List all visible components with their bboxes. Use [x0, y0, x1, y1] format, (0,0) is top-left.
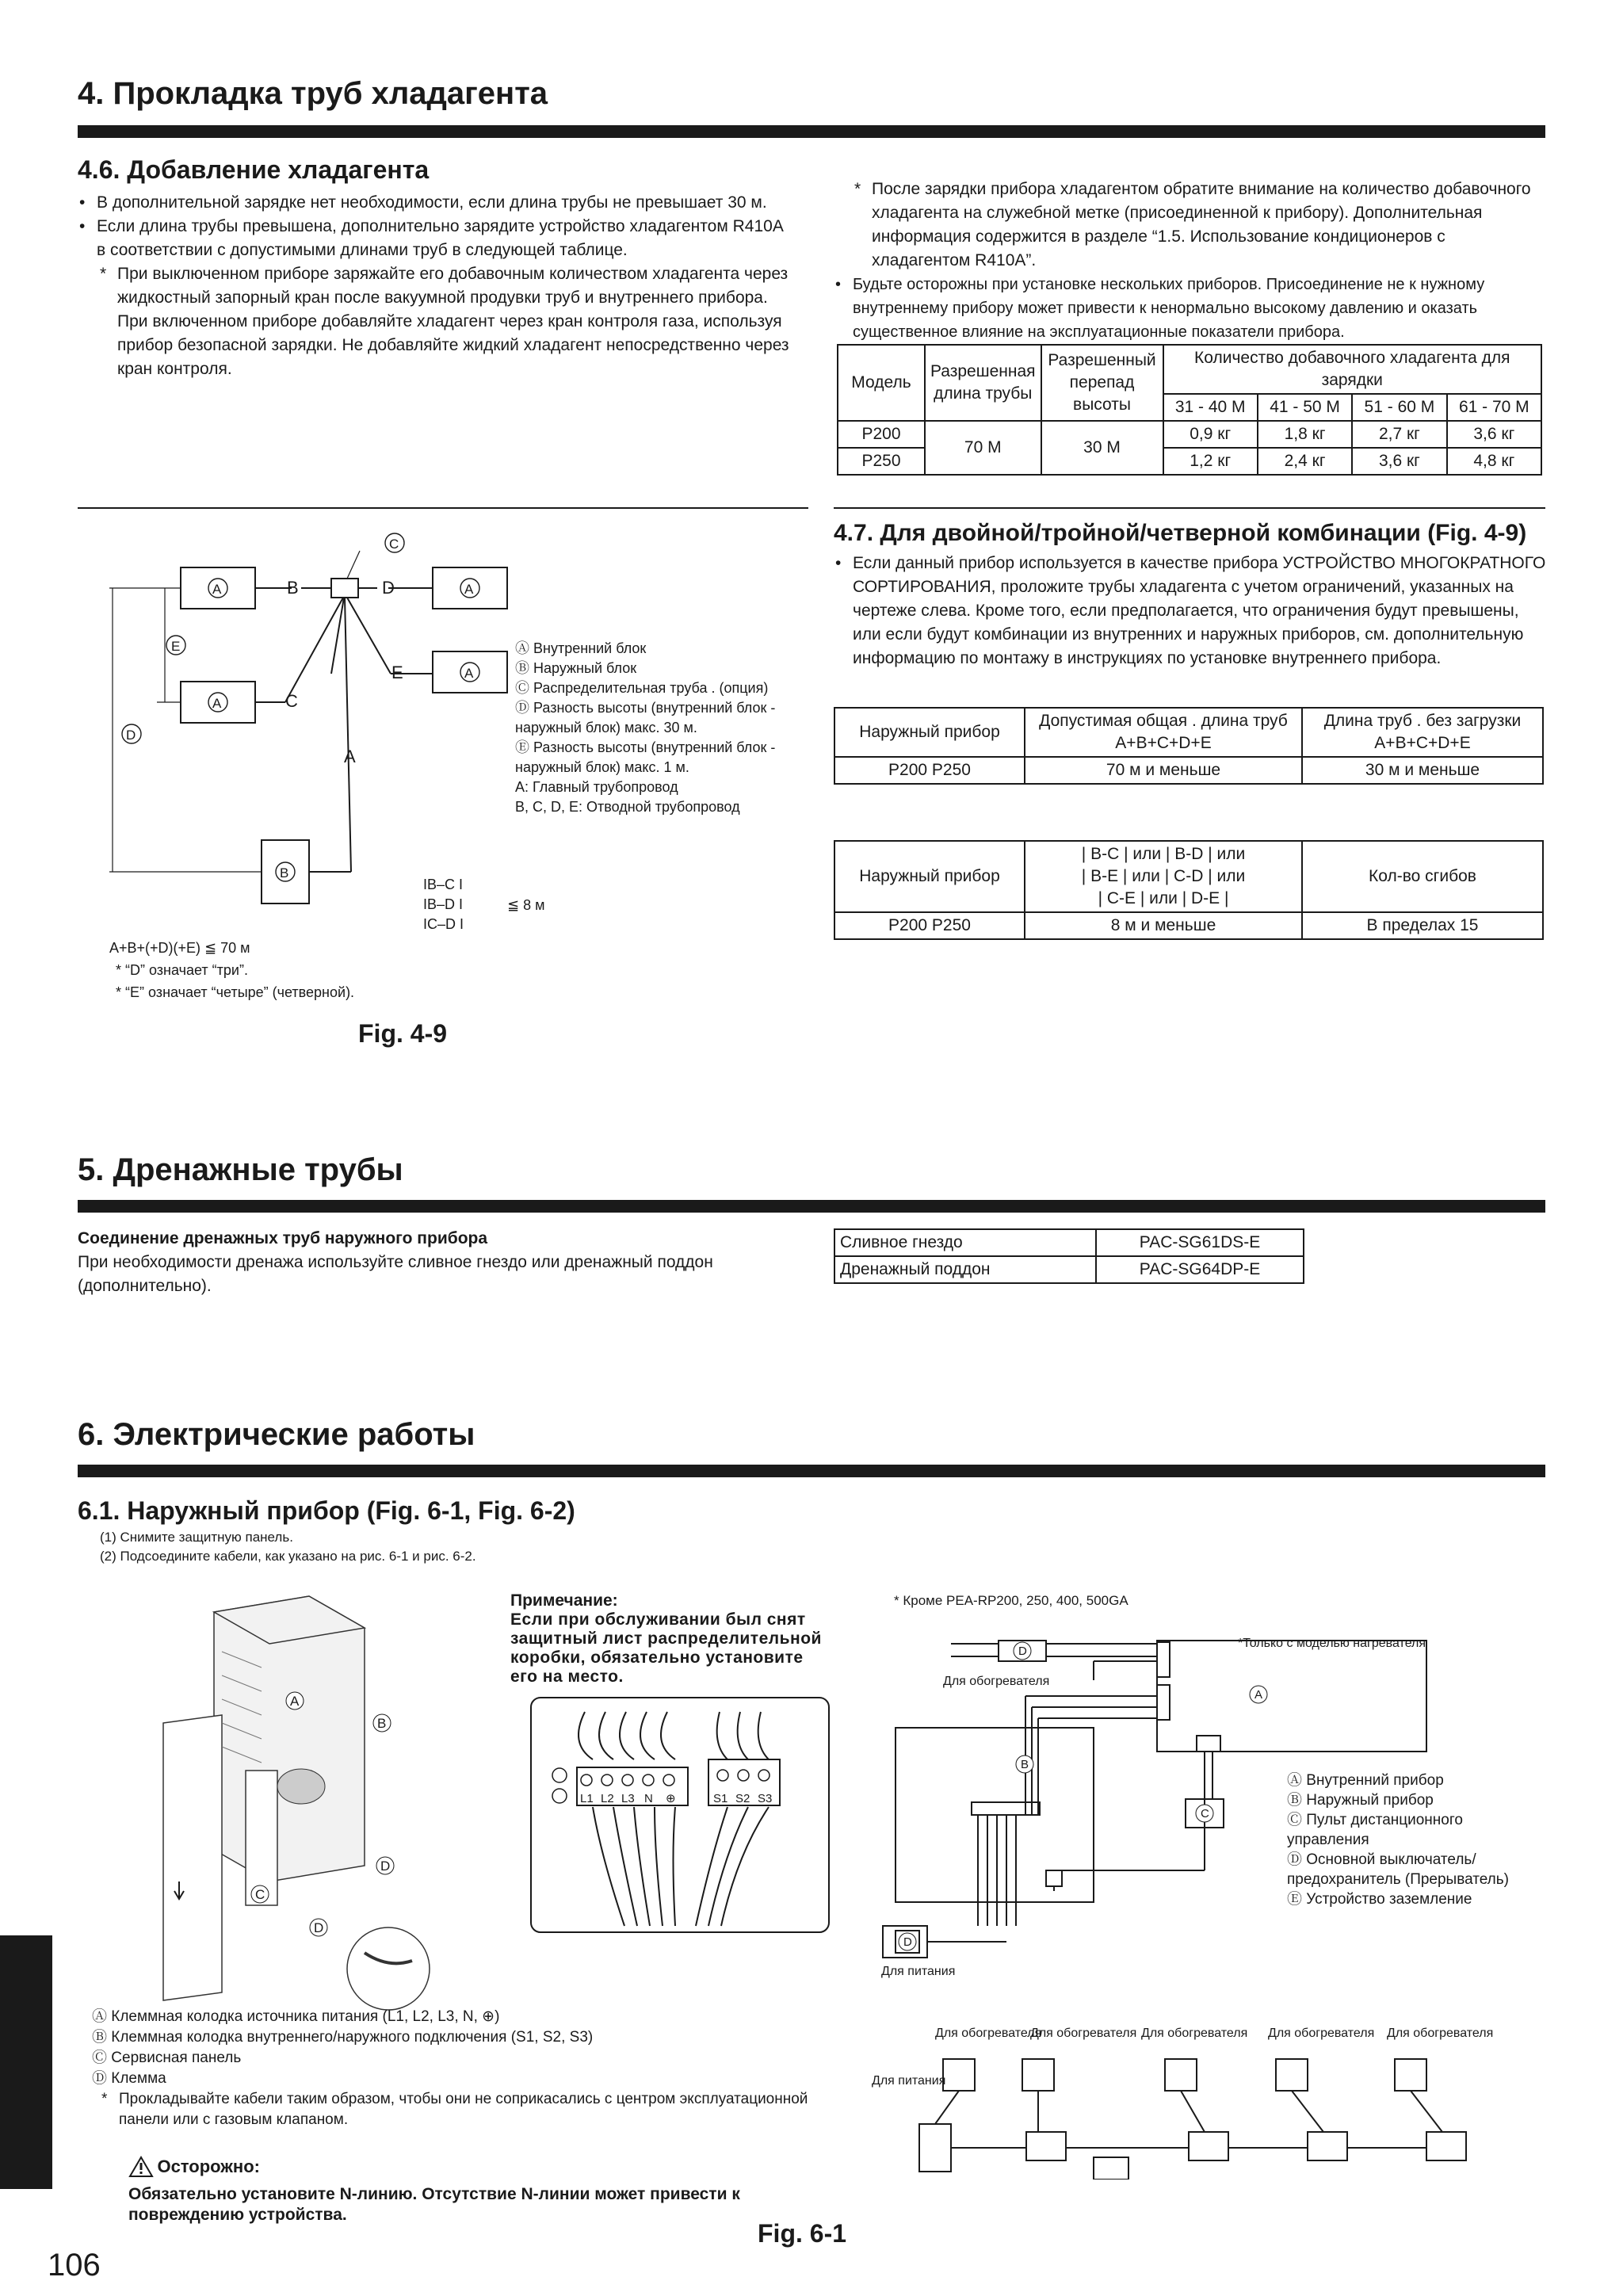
section-4-title: 4. Прокладка труб хладагента: [78, 76, 548, 111]
cell-amount: 2,7 кг: [1352, 421, 1446, 448]
svg-text:A: A: [212, 582, 222, 597]
section-rule: [78, 125, 1545, 138]
side-tab: [0, 1935, 52, 2189]
pipe-label-b: B: [287, 578, 299, 598]
note-charging-on: При включенном приборе добавляйте хладагент через кран контроля газа, используя прибор безопасной зарядки. Не добавляйте жидкий хладагент непосредственно через кран контроля.: [117, 312, 789, 378]
height-diffs: [423, 875, 464, 934]
svg-text:B: B: [1021, 1758, 1029, 1771]
terminal-legend: [92, 2007, 837, 2130]
legend-item: Ⓔ Устройство заземление: [1287, 1891, 1472, 1908]
th-branch-diff-c: | C-E | или | D-E |: [1098, 889, 1229, 907]
legend-item: Ⓓ Разность высоты (внутренний блок - наружный блок) макс. 30 м.: [515, 700, 776, 735]
svg-text:A: A: [290, 1694, 300, 1709]
footnote-e: * “E” означает “четыре” (четверной).: [116, 984, 355, 1000]
svg-text:A: A: [1254, 1688, 1263, 1702]
th-range: 41 - 50 М: [1258, 394, 1352, 421]
for-heater-label: Для обогревателя: [1030, 2027, 1137, 2040]
terminal-l1: L1: [580, 1792, 594, 1805]
distribution-pipe: [331, 579, 358, 598]
for-heater-label: Для обогревателя: [935, 2027, 1042, 2040]
pipe-label-e: E: [391, 663, 403, 682]
svg-text:D: D: [126, 728, 136, 743]
legend-item: Ⓐ Внутренний прибор: [1287, 1772, 1444, 1789]
cell-models: P200 P250: [834, 912, 1025, 939]
th-height: Разрешенный перепад высоты: [1041, 345, 1163, 421]
terminal-s3: S3: [758, 1792, 773, 1805]
svg-text:B: B: [377, 1716, 387, 1731]
note-charging-off: [97, 262, 791, 310]
cell-amount: 0,9 кг: [1163, 421, 1258, 448]
outdoor-unit-illustration: [127, 1580, 499, 2024]
page-number: 106: [48, 2248, 101, 2283]
section-4-6: [78, 155, 791, 381]
th-range: 51 - 60 М: [1352, 394, 1446, 421]
th-branch-diff-b: | B-E | или | C-D | или: [1081, 867, 1246, 885]
cell-length: 70 М: [925, 421, 1041, 475]
terminal-block-illustration: [529, 1696, 831, 1934]
th-branch-diff: [1025, 841, 1302, 912]
th-no-charge: [1302, 708, 1543, 757]
section-6-title: 6. Электрические работы: [78, 1417, 475, 1452]
for-heater-label: Для обогревателя: [1141, 2027, 1248, 2040]
note-charging-off-text: При выключенном приборе заряжайте его добавочным количеством хладагента через жидкостный запорный кран после вакуумной продувки труб и внутреннего прибора.: [117, 265, 789, 307]
cell-bends: В пределах 15: [1302, 912, 1543, 939]
section-5-body: [78, 1227, 791, 1298]
legend-item: Ⓓ Основной выключатель/ предохранитель (Прерыватель): [1287, 1851, 1509, 1888]
fig-6-1-caption: Fig. 6-1: [758, 2219, 847, 2248]
caution-text: Обязательно установите N-линию. Отсутствие N-линии может привести к повреждению устройства.: [128, 2185, 740, 2224]
legend-item: Ⓐ Внутренний блок: [515, 640, 647, 656]
drain-table: [834, 1228, 1304, 1284]
bullet-multi-sorting: • Если данный прибор используется в качестве прибора УСТРОЙСТВО МНОГОКРАТНОГО СОРТИРОВАНИЯ, проложите трубы хладагента с учетом ограничений, указанных на чертеже слева. Кроме того, если предполагается, что ограничения будут превышены, или если будут комбинации из внутренних и наружных приборов, см. дополнительную информацию по монтажу в инструкциях по установке внутреннего прибора.: [834, 552, 1547, 670]
divider: [834, 507, 1545, 509]
cell-no-charge: 30 м и меньше: [1302, 757, 1543, 784]
legend-item: Ⓔ Разность высоты (внутренний блок - наружный блок) макс. 1 м.: [515, 739, 776, 775]
cell-models: P200 P250: [834, 757, 1025, 784]
note-box: [510, 1591, 835, 1687]
heater-only-note: *Только с моделью нагревателя: [1238, 1637, 1426, 1650]
legend-item: Ⓐ Клеммная колодка источника питания (L1, L2, L3, N, ⊕): [92, 2008, 500, 2025]
section-6-1-title: 6.1. Наружный прибор (Fig. 6-1, Fig. 6-2): [78, 1496, 575, 1525]
caution-heading: [128, 2156, 260, 2178]
legend-item: Ⓑ Наружный блок: [515, 660, 637, 676]
drain-name: Дренажный поддон: [834, 1256, 1096, 1283]
th-total-length-a: Допустимая общая . длина труб: [1039, 712, 1288, 730]
terminal-s1: S1: [713, 1792, 728, 1805]
terminal-n: N: [644, 1792, 653, 1805]
cell-height: 30 М: [1041, 421, 1163, 475]
formula: A+B+(+D)(+E) ≦ 70 м: [109, 940, 250, 956]
legend-item: B, C, D, E: Отводной трубопровод: [515, 799, 740, 815]
svg-text:D: D: [380, 1859, 391, 1874]
section-4-6-title: 4.6. Добавление хладагента: [78, 155, 430, 184]
terminal-s2: S2: [735, 1792, 750, 1805]
bullet-no-charge: • В дополнительной зарядке нет необходимости, если длина трубы не превышает 30 м.: [78, 191, 791, 215]
bullet-charge-r410a: • Если длина трубы превышена, дополнительно зарядите устройство хладагентом R410A в соответствии с допустимыми длинами труб в следующей таблице.: [78, 215, 791, 262]
bullet-multiple-units: • Будьте осторожны при установке нескольких приборов. Присоединение не к нужному внутреннему прибору может привести к ненормально высокому давлению и оказать существенное влияние на эксплуатационные показатели прибора.: [834, 273, 1547, 344]
note-text: Если при обслуживании был снят защитный лист распределительной коробки, обязательно установите его на место.: [510, 1610, 822, 1686]
for-heater-label: Для обогревателя: [1387, 2027, 1494, 2040]
drain-text: При необходимости дренажа используйте сливное гнездо или дренажный поддон (дополнительно).: [78, 1253, 713, 1295]
cell-amount: 1,8 кг: [1258, 421, 1352, 448]
svg-text:A: A: [464, 666, 474, 681]
legend-item: Ⓒ Пульт дистанционного управления: [1287, 1812, 1463, 1848]
for-heater-label: Для обогревателя: [943, 1675, 1050, 1688]
for-power-label: Для питания: [881, 1965, 956, 1978]
svg-text:E: E: [171, 639, 181, 654]
diff-bc: IB–C I: [423, 877, 464, 892]
terminal-l3: L3: [621, 1792, 635, 1805]
svg-text:C: C: [389, 537, 399, 552]
section-rule: [78, 1465, 1545, 1477]
pipe-label-c: C: [285, 691, 298, 711]
cell-amount: 2,4 кг: [1258, 448, 1352, 475]
th-amount: Количество добавочного хладагента для зарядки: [1163, 345, 1541, 394]
th-total-length: [1025, 708, 1302, 757]
combination-table-2: [834, 840, 1544, 940]
th-outdoor: Наружный прибор: [834, 841, 1025, 912]
pipe-label-a: A: [344, 747, 356, 766]
th-outdoor: Наружный прибор: [834, 708, 1025, 757]
note-service-label-text: После зарядки прибора хладагентом обратите внимание на количество добавочного хладагента на служебной метке (присоединенной к прибору). Дополнительная информация содержится в разделе “1.5. Использование кондиционеров с хладагентом R410A”.: [872, 180, 1531, 269]
for-heater-label: Для обогревателя: [1268, 2027, 1375, 2040]
th-no-charge-a: Длина труб . без загрузки: [1323, 712, 1522, 730]
legend-item: Ⓑ Клеммная колодка внутреннего/наружного подключения (S1, S2, S3): [92, 2029, 594, 2046]
refrigerant-table: [837, 344, 1542, 476]
fig-4-9-caption: Fig. 4-9: [358, 1019, 448, 1048]
svg-text:C: C: [255, 1887, 265, 1902]
drain-name: Сливное гнездо: [834, 1229, 1096, 1256]
th-total-length-b: A+B+C+D+E: [1115, 734, 1212, 752]
warning-icon: [128, 2156, 154, 2178]
diff-cd: IC–D I: [423, 916, 464, 932]
cell-amount: 4,8 кг: [1447, 448, 1541, 475]
cell-amount: 1,2 кг: [1163, 448, 1258, 475]
svg-text:B: B: [280, 865, 289, 881]
section-4-7-title: 4.7. Для двойной/тройной/четверной комбинации (Fig. 4-9): [834, 520, 1527, 546]
terminal-ground: ⊕: [666, 1792, 676, 1805]
th-branch-diff-a: | B-C | или | B-D | или: [1081, 845, 1246, 863]
except-note: * Кроме PEA-RP200, 250, 400, 500GA: [894, 1593, 1128, 1608]
svg-text:A: A: [464, 582, 474, 597]
divider: [78, 507, 808, 509]
combination-table-1: [834, 707, 1544, 785]
cell-amount: 3,6 кг: [1447, 421, 1541, 448]
section-rule: [78, 1200, 1545, 1213]
svg-text:D: D: [903, 1935, 912, 1949]
diff-bd: IB–D I: [423, 896, 464, 912]
th-bends: Кол-во сгибов: [1302, 841, 1543, 912]
wiring-legend: [1287, 1771, 1541, 1909]
fig-4-9-legend: [515, 639, 800, 817]
legend-item: Ⓒ Сервисная панель: [92, 2050, 242, 2066]
for-power-label: Для питания: [872, 2074, 946, 2088]
step-1: (1) Снимите защитную панель.: [100, 1530, 293, 1545]
caution-title: Осторожно:: [157, 2157, 260, 2176]
terminal-l2: L2: [601, 1792, 614, 1805]
cell-total-length: 70 м и меньше: [1025, 757, 1302, 784]
note-service-label: [851, 178, 1547, 273]
th-range: 61 - 70 М: [1447, 394, 1541, 421]
th-range: 31 - 40 М: [1163, 394, 1258, 421]
th-model: Модель: [838, 345, 925, 421]
cable-note: [98, 2089, 837, 2130]
svg-text:C: C: [1201, 1807, 1209, 1820]
legend-item: Ⓑ Наружный прибор: [1287, 1792, 1434, 1809]
svg-text:D: D: [314, 1920, 324, 1935]
th-length: Разрешенная длина трубы: [925, 345, 1041, 421]
legend-item: Ⓒ Распределительная труба . (опция): [515, 680, 769, 696]
footnote-d: * “D” означает “три”.: [116, 962, 248, 978]
pipe-label-d: D: [382, 578, 395, 598]
legend-item: A: Главный трубопровод: [515, 779, 678, 795]
cell-model: P250: [838, 448, 925, 475]
step-2: (2) Подсоедините кабели, как указано на рис. 6-1 и рис. 6-2.: [100, 1549, 476, 1564]
note-title: Примечание:: [510, 1591, 618, 1610]
cell-branch-diff: 8 м и меньше: [1025, 912, 1302, 939]
svg-text:D: D: [1018, 1645, 1027, 1658]
cell-amount: 3,6 кг: [1352, 448, 1446, 475]
diff-limit: ≦ 8 м: [507, 897, 545, 913]
section-4-7: [834, 520, 1547, 670]
section-4-6-right: [834, 178, 1547, 344]
th-no-charge-b: A+B+C+D+E: [1374, 734, 1471, 752]
drain-code: PAC-SG64DP-E: [1096, 1256, 1304, 1283]
drain-subtitle: Соединение дренажных труб наружного прибора: [78, 1229, 488, 1247]
section-5-title: 5. Дренажные трубы: [78, 1152, 403, 1187]
cable-note-text: Прокладывайте кабели таким образом, чтобы они не соприкасались с центром эксплуатационной панели или с газовым клапаном.: [119, 2091, 808, 2128]
svg-text:A: A: [212, 696, 222, 711]
drain-code: PAC-SG61DS-E: [1096, 1229, 1304, 1256]
legend-item: Ⓓ Клемма: [92, 2070, 166, 2087]
cell-model: P200: [838, 421, 925, 448]
